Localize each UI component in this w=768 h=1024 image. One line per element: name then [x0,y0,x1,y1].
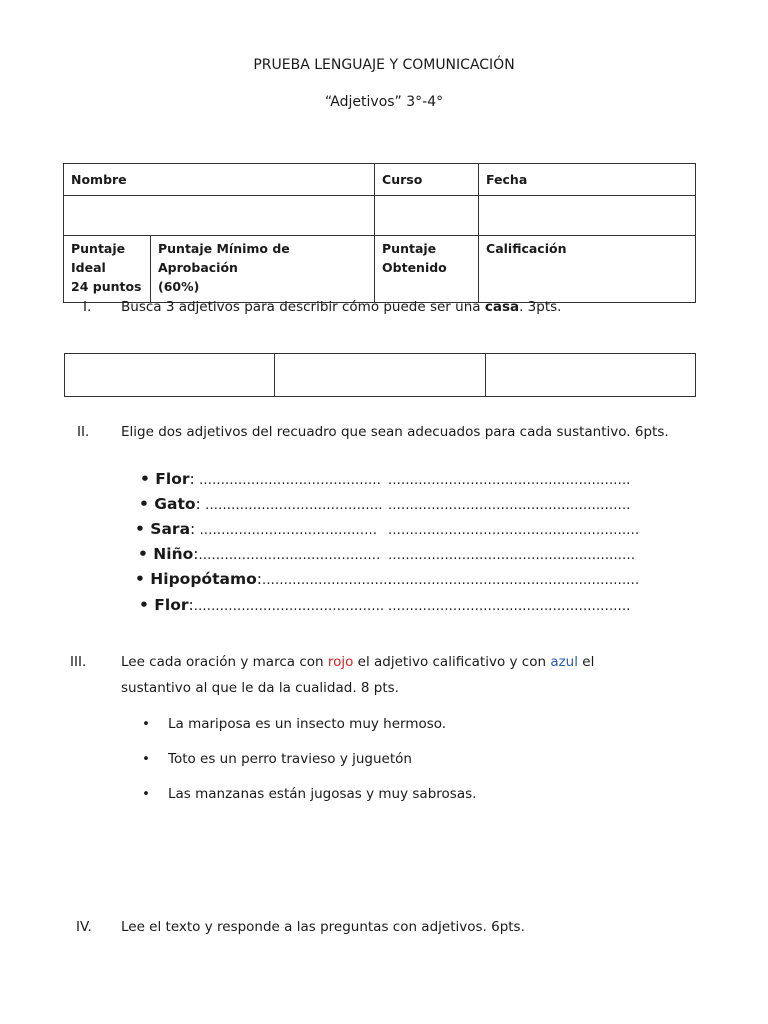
answer-line-1[interactable]: ......................................... [200,498,383,513]
section-4-instruction: Lee el texto y responde a las preguntas con adjetivos. 6pts. [121,919,525,935]
section-3-instruction-line2: sustantivo al que le da la cualidad. 8 pts. [121,680,399,696]
section-2-instruction: Elige dos adjetivos del recuadro que sean adecuados para cada sustantivo. 6pts. [121,424,669,440]
noun-row [139,596,384,614]
section-1-text-after: . 3pts. [519,299,562,315]
puntaje-minimo-line1: Puntaje Mínimo de Aprobación [158,241,290,275]
noun-label: • Hipopótamo [135,570,257,588]
noun-colon: : [256,570,262,588]
puntaje-ideal-line1: Puntaje [71,241,126,256]
fecha-field[interactable] [479,196,696,236]
bullet-icon: • [142,751,150,767]
noun-colon: : [188,596,194,614]
puntaje-minimo-cell [151,236,375,303]
student-info-table [63,163,696,303]
puntaje-ideal-cell [64,236,151,303]
bullet-icon: • [142,786,150,802]
noun-colon: : [190,520,196,538]
answer-line-1[interactable]: .......................................... [198,548,381,563]
answer-line-2[interactable]: .......................................................... [388,523,640,538]
answer-line-1[interactable]: .............................. [261,573,392,588]
noun-colon: : [189,470,195,488]
puntaje-obtenido-line1: Puntaje [382,241,437,256]
puntaje-obtenido-line2: Obtenido [382,260,447,275]
noun-row [138,545,380,563]
curso-header: Curso [375,164,479,196]
section-1-instruction [121,299,561,315]
exam-title: PRUEBA LENGUAJE Y COMUNICACIÓN [253,57,515,73]
answer-line-1[interactable]: ............................................ [193,599,385,614]
section-3-text-a: Lee cada oración y marca con [121,654,328,670]
section-3-text-b: el adjetivo calificativo y con [353,654,551,670]
puntaje-obtenido-cell [375,236,479,303]
azul-word: azul [550,654,578,670]
exam-subtitle: “Adjetivos” 3°-4° [324,94,444,110]
noun-row [140,470,381,488]
section-2-number: II. [77,424,90,440]
noun-colon: : [193,545,199,563]
noun-row [139,495,383,513]
answer-boxes [64,353,696,397]
section-1-text-before: Busca 3 adjetivos para describir cómo puede ser una [121,299,485,315]
sentence-2-text: Toto es un perro travieso y juguetón [168,751,412,767]
curso-field[interactable] [375,196,479,236]
puntaje-ideal-line2: Ideal [71,260,106,275]
fecha-header: Fecha [479,164,696,196]
noun-label: • Flor [140,470,190,488]
nombre-header: Nombre [64,164,375,196]
calificacion-cell: Calificación [479,236,696,303]
puntaje-minimo-line2: (60%) [158,279,200,294]
noun-label: • Niño [138,545,194,563]
sentence-1-text: La mariposa es un insecto muy hermoso. [168,716,447,732]
answer-box-2[interactable] [275,354,485,397]
noun-row [135,570,392,588]
nombre-field[interactable] [64,196,375,236]
answer-box-3[interactable] [485,354,695,397]
sentence-3-text: Las manzanas están jugosas y muy sabrosas. [168,786,477,802]
answer-line-2[interactable]: ........................................................ [388,498,631,513]
section-3-number: III. [70,654,87,670]
section-1-bold-word: casa [484,299,520,315]
section-1-number: I. [83,299,92,315]
answer-line-1[interactable]: ......................................... [195,523,378,538]
section-4-number: IV. [76,919,92,935]
rojo-word: rojo [327,654,354,670]
section-3-instruction-line1 [121,654,594,670]
noun-label: • Flor [139,596,189,614]
answer-line-1[interactable]: .......................................... [194,473,382,488]
noun-row [135,520,377,538]
puntaje-ideal-line3: 24 puntos [71,279,142,294]
bullet-icon: • [142,716,150,732]
section-3-text-c: el [577,654,595,670]
answer-line-2[interactable]: .......................................................... [388,573,640,588]
answer-line-2[interactable]: …...................................................... [388,548,636,563]
answer-line-2[interactable]: ........................................................ [388,473,631,488]
noun-label: • Gato [139,495,196,513]
answer-box-1[interactable] [65,354,275,397]
answer-line-2[interactable]: ........................................................ [388,599,631,614]
noun-colon: : [195,495,201,513]
noun-label: • Sara [135,520,191,538]
